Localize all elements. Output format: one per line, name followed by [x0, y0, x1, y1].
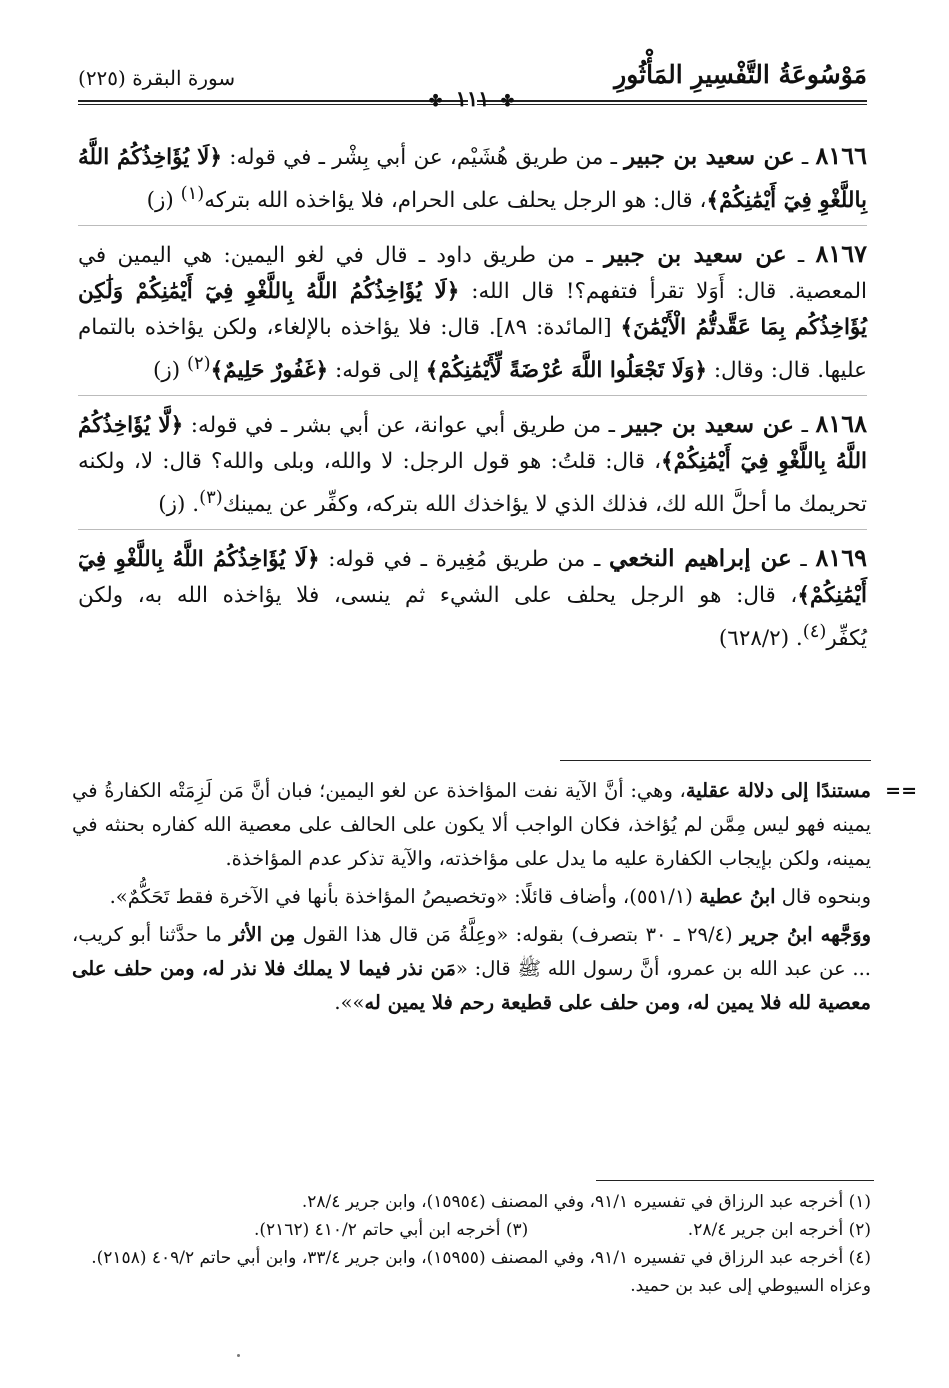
commentary-paragraph: [72, 918, 871, 1020]
narrator-name: عن سعيد بن جبير: [603, 241, 787, 269]
commentary-text: (٢٩/٤ ـ ٣٠ بتصرف) بقوله: «وعِلَّةُ مَن قال هذا القول: [295, 923, 741, 946]
narration: ٨١٦٧ ـ عن سعيد بن جبير ـ من طريق داود ـ قال في لغو اليمين: هي اليمين في المعصية. قال: أَوَلا تقرأ فتفهم؟! قال الله: ﴿لَا يُؤَاخِذُكُمُ اللَّهُ بِاللَّغْوِ فِيٓ أَيْمَٰنِكُمْ وَلَٰكِن يُؤَاخِذُكُم بِمَا عَقَّدتُّمُ الْأَيْمَٰنَ﴾ [المائدة: ٨٩]. قال: فلا يؤاخذه بالإلغاء، ولكن يؤاخذه بالتمام عليها. قال: وقال: ﴿وَلَا تَجْعَلُوا اللَّهَ عُرْضَةً لِّأَيْمَٰنِكُمْ﴾ إلى قوله: ﴿غَفُورٌ حَلِيمٌ﴾$^{(٢)}$ (ز): [78, 236, 867, 396]
narration: ٨١٦٦ ـ عن سعيد بن جبير ـ من طريق هُشَيْم، عن أبي بِشْر ـ في قوله: ﴿لَا يُؤَاخِذُكُمُ اللَّهُ بِاللَّغْوِ فِيٓ أَيْمَٰنِكُمْ﴾، قال: هو الرجل يحلف على الحرام، فلا يؤاخذه الله بتركه$^{(١)}$ (ز): [78, 138, 867, 226]
narration-text: ، قال: هو الرجل يحلف على الحرام، فلا يؤاخذه الله بتركه: [204, 188, 707, 214]
commentary-bold: ابنُ عطية: [699, 885, 776, 908]
page-number: ١١١: [455, 86, 490, 111]
footnote: (٣) أخرجه ابن أبي حاتم ٤١٠/٢ (٢١٦٢).: [254, 1220, 529, 1240]
footnote: (٤) أخرجه عبد الرزاق في تفسيره ٩١/١، وفي المصنف (١٥٩٥٥)، وابن جرير ٣٣/٤، وابن أبي حاتم ٤٠٩/٢ (٢١٥٨). وعزاه السيوطي إلى عبد بن حميد.: [91, 1248, 871, 1296]
footnotes: [74, 1188, 871, 1300]
narrator-name: عن إبراهيم النخعي: [609, 545, 792, 573]
continuation-mark: ==: [885, 780, 917, 802]
source-ref: . (٦٢٨/٢): [718, 626, 803, 652]
footnote-row: [74, 1216, 871, 1244]
footnote-mark: (١): [180, 183, 205, 204]
commentary-paragraph: [72, 774, 871, 876]
narration-number: ٨١٦٨: [815, 409, 867, 439]
commentary-bold: مستندًا إلى دلالة عقلية: [685, 779, 871, 802]
scan-speck: [237, 1354, 240, 1357]
commentary-text: ، وهي: أنَّ الآية نفت المؤاخذة عن لغو اليمين؛ فبان أنَّ مَن لَزِمَتْه الكفارةُ في يمينه فهو ليس مِمَّن لم يُؤاخذ، فكان الواجب ألا يكون على الحالف على معصية الله كفاره بحنثه في يمينه، ولكن بإيجاب الكفارة عليه ما يدل على مؤاخذته، والآية تذكر عدم المؤاخذة.: [72, 779, 871, 870]
book-title: مَوْسُوعَةُ التَّفْسِيرِ المَأْثُورِ: [614, 60, 867, 89]
narrator-name: عن سعيد بن جبير: [624, 143, 795, 170]
narration-text: إلى قوله:: [328, 358, 426, 384]
narration-text: [المائدة: ٨٩]. قال: فلا يؤاخذه بالإلغاء، ولكن يؤاخذه بالتمام عليها. قال: وقال:: [78, 315, 867, 384]
footnote-divider: [596, 1180, 874, 1181]
narrations: [78, 138, 867, 674]
commentary-text: ما حدَّثنا أبو كريب، ... عن عبد الله بن عمرو، أنَّ رسول الله ﷺ قال: «: [72, 923, 871, 980]
page-header: [78, 58, 867, 118]
ornament-icon: ✤: [500, 91, 517, 110]
quran-quote: ﴿لَا يُؤَاخِذُكُمُ اللَّهُ بِاللَّغْوِ فِيٓ أَيْمَٰنِكُمْ وَلَٰكِن يُؤَاخِذُكُم بِمَا عَقَّدتُّمُ الْأَيْمَٰنَ﴾: [78, 279, 868, 341]
footnote-mark: (٢): [187, 353, 211, 375]
commentary-text: »».: [334, 991, 365, 1014]
narration-number: ٨١٦٩: [815, 543, 868, 573]
surah-label: سورة البقرة (٢٢٥): [78, 66, 236, 90]
narration-text: ـ من طريق مُغِيرة ـ في قوله:: [319, 547, 610, 573]
quran-quote: ﴿لَا يُؤَاخِذُكُمُ اللَّهُ بِاللَّغْوِ فِيٓ أَيْمَٰنِكُمْ﴾: [78, 547, 867, 609]
footnote: (١) أخرجه عبد الرزاق في تفسيره ٩١/١، وفي المصنف (١٥٩٥٤)، وابن جرير ٢٨/٤.: [301, 1192, 871, 1212]
quran-quote: ﴿غَفُورٌ حَلِيمٌ﴾: [210, 358, 329, 384]
narration-text: ، قال: هو الرجل يحلف على الشيء ثم ينسى، فلا يؤاخذه الله به، ولكن يُكفِّر: [78, 583, 867, 652]
commentary-bold: ووَجَّهه ابنُ جرير: [740, 923, 871, 946]
page-number-block: [78, 86, 867, 111]
commentary-paragraph: [72, 880, 871, 914]
section-divider: [560, 760, 871, 761]
narration: ٨١٦٨ ـ عن سعيد بن جبير ـ من طريق أبي عوانة، عن أبي بشر ـ في قوله: ﴿لَّا يُؤَاخِذُكُمُ اللَّهُ بِاللَّغْوِ فِيٓ أَيْمَٰنِكُمْ﴾، قال: قلتُ: هو قول الرجل: لا والله، وبلى والله؟ قال: لا، ولكنه تحريمك ما أحلَّ الله لك، فذلك الذي لا يؤاخذك الله بتركه، وكفِّر عن يمينك$^{(٣)}$. (ز): [78, 406, 867, 530]
quran-quote: ﴿لَا يُؤَاخِذُكُمُ اللَّهُ بِاللَّغْوِ فِيٓ أَيْمَٰنِكُمْ﴾: [78, 145, 867, 214]
commentary-text: وبنحوه قال: [775, 885, 871, 908]
narration-number: ٨١٦٧: [815, 239, 867, 269]
narration-text: ، قال: قلتُ: هو قول الرجل: لا والله، وبلى والله؟ قال: لا، ولكنه تحريمك ما أحلَّ الله لك، فذلك الذي لا يؤاخذك الله بتركه، وكفِّر عن يمينك: [78, 449, 867, 518]
quran-quote: ﴿وَلَا تَجْعَلُوا اللَّهَ عُرْضَةً لِّأَيْمَٰنِكُمْ﴾: [425, 358, 707, 384]
footnote-mark: (٣): [199, 487, 223, 509]
narrator-name: عن سعيد بن جبير: [622, 411, 795, 439]
hadith-quote: مَن نذر فيما لا يملك فلا نذر له، ومن حلف على معصية لله فلا يمين له، ومن حلف على قطيعة رحم فلا يمين له: [72, 957, 871, 1014]
commentary: [72, 774, 917, 1024]
narration-number: ٨١٦٦: [815, 141, 868, 170]
narration: ٨١٦٩ ـ عن إبراهيم النخعي ـ من طريق مُغِيرة ـ في قوله: ﴿لَا يُؤَاخِذُكُمُ اللَّهُ بِاللَّغْوِ فِيٓ أَيْمَٰنِكُمْ﴾، قال: هو الرجل يحلف على الشيء ثم ينسى، فلا يؤاخذه الله به، ولكن يُكفِّر$^{(٤)}$. (٦٢٨/٢): [78, 543, 868, 652]
ornament-icon: ✤: [428, 91, 445, 110]
source-ref: . (ز): [158, 492, 200, 518]
commentary-bold: مِن الأثر: [229, 923, 296, 946]
source-ref: (ز): [146, 188, 181, 214]
commentary-text: (٥٥١/١)، وأضاف قائلًا: «وتخصيصُ المؤاخذة بأنها في الآخرة فقط تَحَكُّمٌ».: [109, 885, 700, 908]
footnote-mark: (٤): [802, 621, 827, 643]
quran-quote: ﴿لَّا يُؤَاخِذُكُمُ اللَّهُ بِاللَّغْوِ فِيٓ أَيْمَٰنِكُمْ﴾: [78, 413, 867, 475]
footnote: (٢) أخرجه ابن جرير ٢٨/٤.: [687, 1220, 871, 1240]
narration-text: ـ من طريق هُشَيْم، عن أبي بِشْر ـ في قوله:: [221, 145, 625, 170]
source-ref: (ز): [153, 358, 187, 384]
narration-text: ـ من طريق أبي عوانة، عن أبي بشر ـ في قوله:: [183, 413, 623, 439]
narration-text: ـ من طريق داود ـ قال في لغو اليمين: هي اليمين في المعصية. قال: أَوَلا تقرأ فتفهم؟! قال الله:: [78, 243, 867, 305]
